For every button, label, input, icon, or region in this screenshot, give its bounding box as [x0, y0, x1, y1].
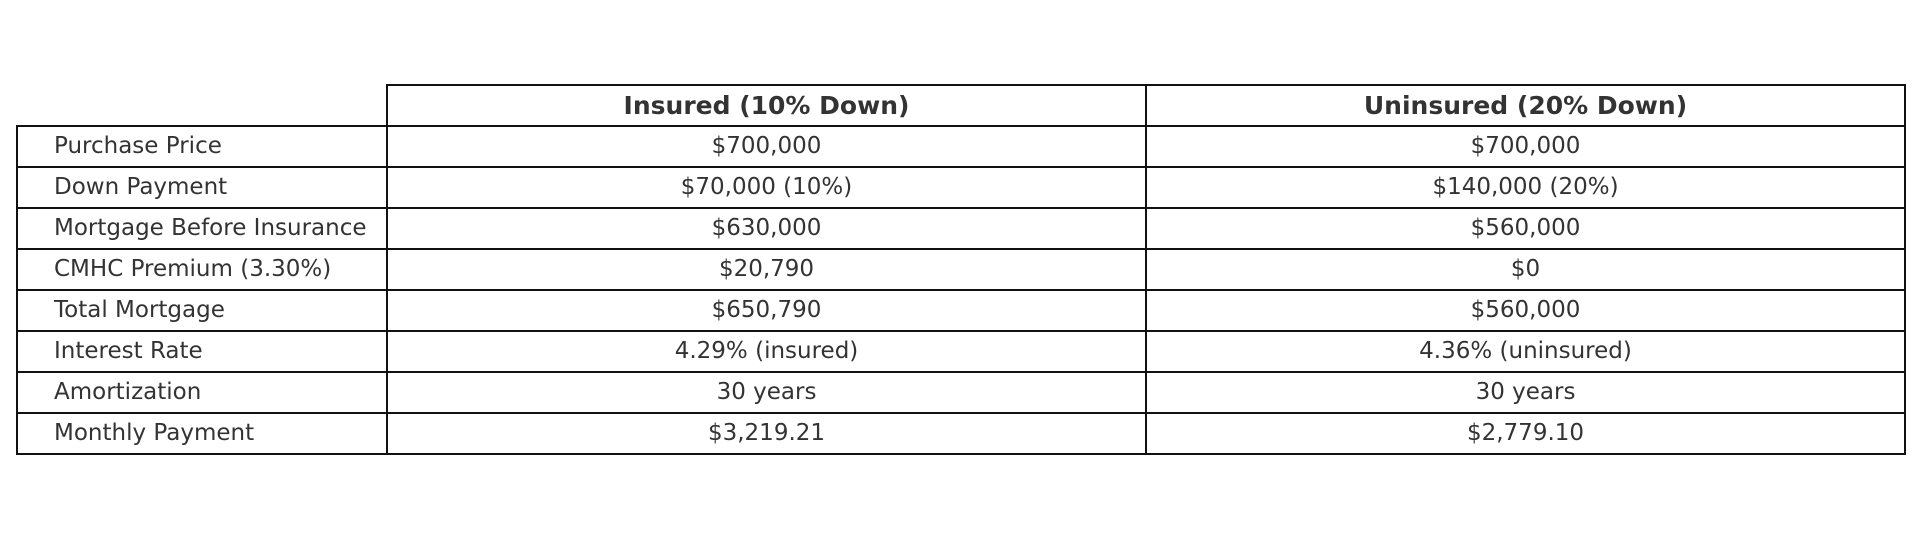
row-label-cell: CMHC Premium (3.30%) [17, 249, 387, 290]
insured-value-cell: $20,790 [387, 249, 1146, 290]
insured-value-cell: $650,790 [387, 290, 1146, 331]
column-header-insured: Insured (10% Down) [387, 85, 1146, 126]
table-row [17, 413, 1905, 454]
row-label-cell: Interest Rate [17, 331, 387, 372]
table-row [17, 331, 1905, 372]
insured-value-cell: 30 years [387, 372, 1146, 413]
table-row [17, 208, 1905, 249]
mortgage-comparison-table [16, 84, 1906, 455]
row-label-cell: Total Mortgage [17, 290, 387, 331]
table-row [17, 167, 1905, 208]
table-row [17, 126, 1905, 167]
table-row [17, 290, 1905, 331]
row-label-cell: Purchase Price [17, 126, 387, 167]
insured-value-cell: $630,000 [387, 208, 1146, 249]
table-row [17, 249, 1905, 290]
uninsured-value-cell: $2,779.10 [1146, 413, 1905, 454]
row-label-cell: Monthly Payment [17, 413, 387, 454]
row-label-cell: Down Payment [17, 167, 387, 208]
row-label-cell: Mortgage Before Insurance [17, 208, 387, 249]
column-header-uninsured: Uninsured (20% Down) [1146, 85, 1905, 126]
uninsured-value-cell: $560,000 [1146, 290, 1905, 331]
table-row [17, 372, 1905, 413]
table-header-row [17, 85, 1905, 126]
uninsured-value-cell: $700,000 [1146, 126, 1905, 167]
table-body [17, 126, 1905, 454]
uninsured-value-cell: $560,000 [1146, 208, 1905, 249]
uninsured-value-cell: $0 [1146, 249, 1905, 290]
row-label-cell: Amortization [17, 372, 387, 413]
uninsured-value-cell: 4.36% (uninsured) [1146, 331, 1905, 372]
header-corner-cell [17, 85, 387, 126]
uninsured-value-cell: 30 years [1146, 372, 1905, 413]
insured-value-cell: $3,219.21 [387, 413, 1146, 454]
uninsured-value-cell: $140,000 (20%) [1146, 167, 1905, 208]
insured-value-cell: 4.29% (insured) [387, 331, 1146, 372]
insured-value-cell: $70,000 (10%) [387, 167, 1146, 208]
insured-value-cell: $700,000 [387, 126, 1146, 167]
